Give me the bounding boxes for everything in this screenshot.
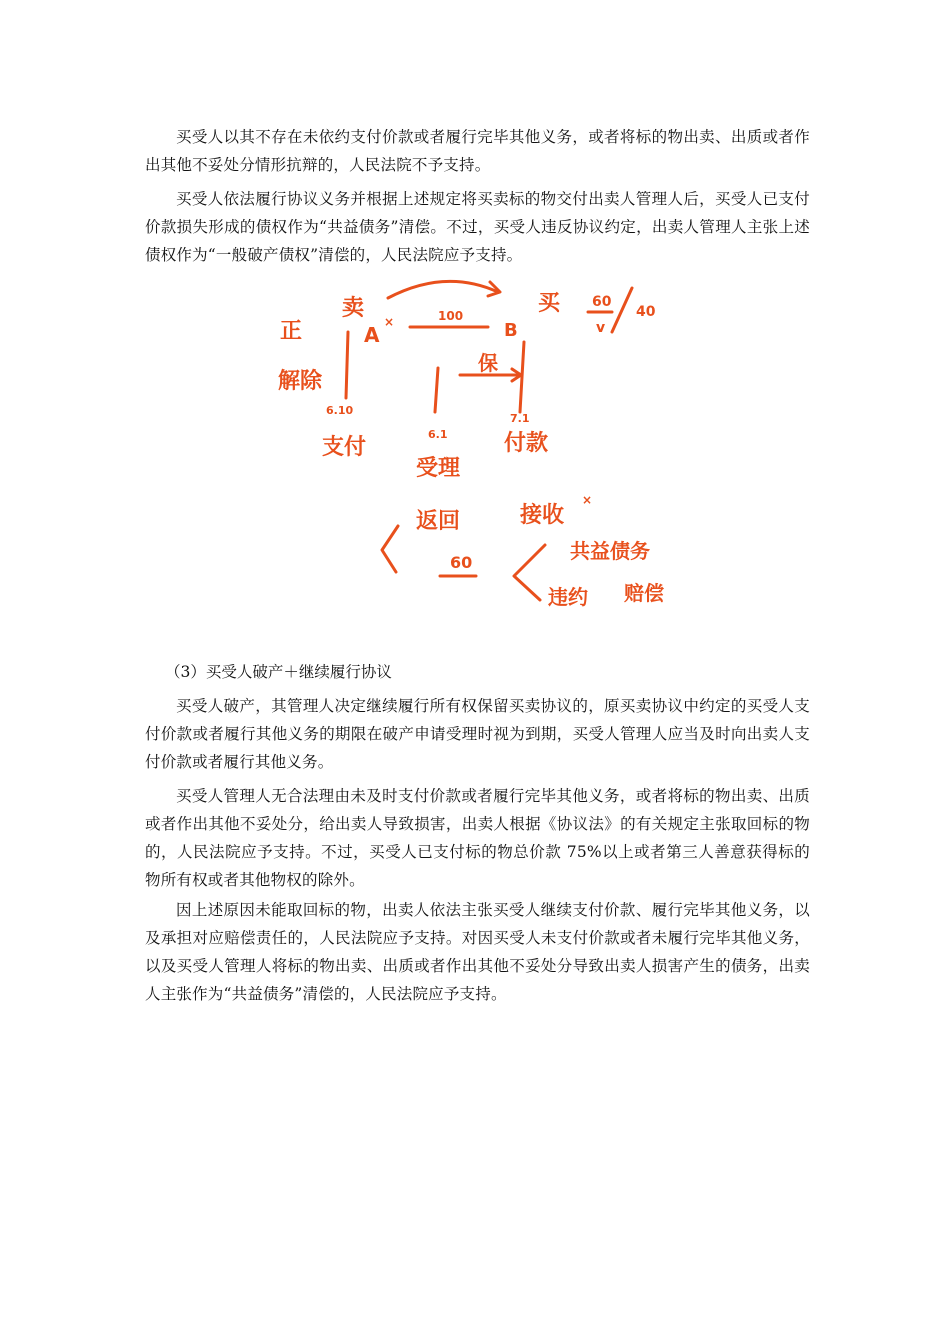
paragraph-buyer-defense: 买受人以其不存在未依约支付价款或者履行完毕其他义务，或者将标的物出卖、出质或者作出其他不妥处分情形抗辩的，人民法院不予支持。 (145, 128, 810, 174)
handwritten-sketch (270, 270, 690, 620)
sketch-mark-x1: × (384, 315, 395, 329)
sketch-label-sell: 卖 (342, 296, 365, 321)
sketch-label-peichang: 赔偿 (624, 581, 664, 605)
sketch-arrow-arc (388, 281, 498, 298)
paragraph-common-debt: 买受人依法履行协议义务并根据上述规定将买卖标的物交付出卖人管理人后，买受人已支付价款损失形成的债权作为“共益债务”清偿。不过，买受人违反协议约定，出卖人管理人主张上述债权作为“一般破产债权”清偿的，人民法院应予支持。 (145, 190, 810, 264)
sketch-label-fanhui: 返回 (416, 509, 461, 534)
section-heading-buyer-bankruptcy: （3）买受人破产＋继续履行协议 (165, 663, 392, 681)
paragraph-retrieval-right: 买受人管理人无合法理由未及时支付价款或者履行完毕其他义务，或者将标的物出卖、出质或者作出其他不妥处分，给出卖人导致损害，出卖人根据《协议法》的有关规定主张取回标的物的，人民法院应予支持。不过，买受人已支付标的物总价款 75%以上或者第三人善意获得标的物所有权或者其他物权的除外。 (145, 787, 810, 889)
sketch-label-b: B (504, 320, 518, 341)
sketch-label-sixty: 60 (450, 553, 473, 572)
sketch-label-gongyi: 共益债务 (570, 539, 650, 563)
sketch-label-buy: 买 (538, 291, 561, 316)
sketch-bracket-right (514, 545, 545, 600)
sketch-label-zhifu: 支付 (322, 435, 367, 460)
sketch-ratio-top: 60 (592, 294, 612, 310)
sketch-date-mid: 6.1 (428, 428, 448, 441)
paragraph-continue-performance: 买受人破产，其管理人决定继续履行所有权保留买卖协议的，原买卖协议中约定的买受人支付价款或者履行其他义务的期限在破产申请受理时视为到期，买受人管理人应当及时向出卖人支付价款或者履行其他义务。 (145, 697, 810, 771)
sketch-ratio-right: 40 (636, 304, 656, 320)
sketch-label-weiyue: 违约 (548, 585, 588, 609)
sketch-label-amount: 100 (438, 309, 464, 323)
sketch-label-bao: 保 (478, 351, 498, 375)
sketch-label-shouli: 受理 (416, 456, 461, 481)
sketch-label-zheng: 正 (280, 319, 303, 344)
sketch-label-jieshou: 接收 (520, 503, 565, 528)
sketch-mark-x2: × (582, 493, 593, 507)
sketch-label-jiechu: 解除 (278, 369, 323, 394)
paragraph-compensation: 因上述原因未能取回标的物，出卖人依法主张买受人继续支付价款、履行完毕其他义务，以及承担对应赔偿责任的，人民法院应予支持。对因买受人未支付价款或者未履行完毕其他义务，以及买受人管理人将标的物出卖、出质或者作出其他不妥处分导致出卖人损害产生的债务，出卖人主张作为“共益债务”清偿的，人民法院应予支持。 (145, 901, 810, 1003)
sketch-date-a: 6.10 (326, 404, 354, 417)
sketch-ratio-bottom: v (596, 320, 606, 336)
sketch-bracket-left (382, 526, 398, 572)
sketch-vline-mid (435, 368, 438, 412)
sketch-date-b: 7.1 (510, 412, 530, 425)
sketch-label-fukuan: 付款 (504, 431, 549, 456)
sketch-label-a: A (364, 323, 380, 347)
sketch-vline-a (346, 332, 348, 398)
sketch-ratio-slash (612, 288, 632, 332)
